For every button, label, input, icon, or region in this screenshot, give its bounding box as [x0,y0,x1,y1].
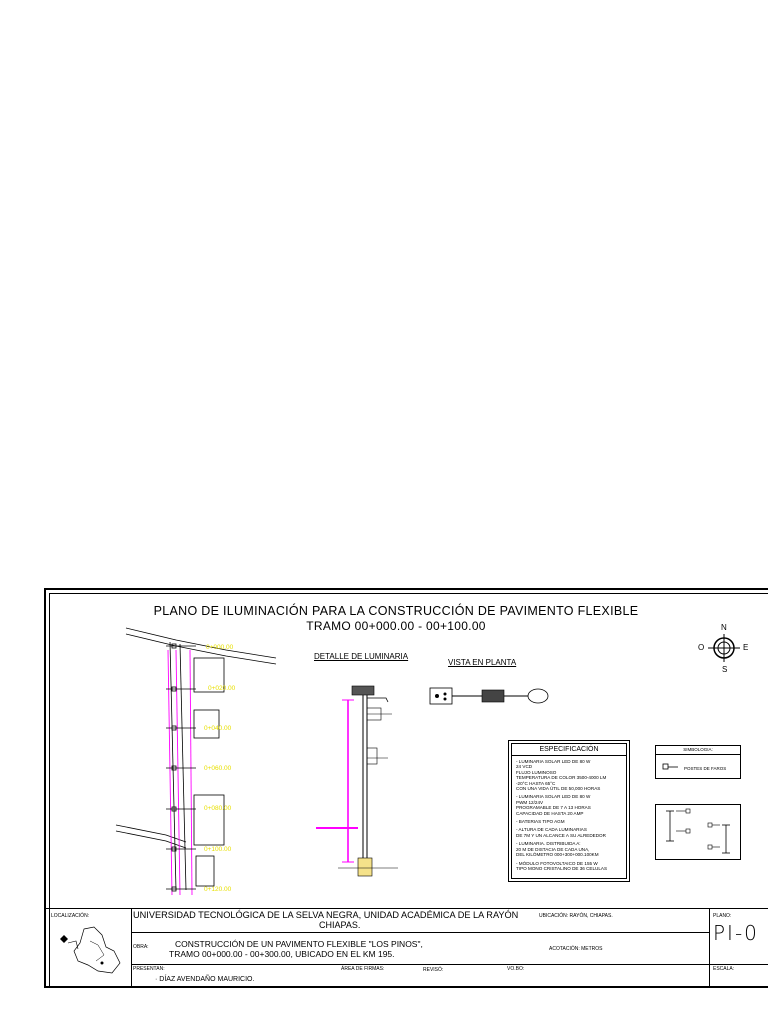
station-label: 0+040.00 [204,725,232,732]
compass-east: E [743,643,749,652]
location-text: UBICACIÓN: RAYÓN, CHIAPAS. [539,913,613,919]
plan-view-label: VISTA EN PLANTA [448,658,517,667]
station-label: 0+000.00 [206,644,234,651]
plan-label: PLANO: [713,913,732,919]
spec-item: - LUMINARIA. DISTRIBUIDA A: 20 M DE DISTACIA DE CADA UNA, DEL KILÓMETRO 000+300+000.100KM [516,841,599,858]
project-info-cell [131,909,710,988]
plan-title: PLANO DE ILUMINACIÓN PARA LA CONSTRUCCIÓN DE PAVIMENTO FLEXIBLE [153,604,639,618]
plan-subtitle: TRAMO 00+000.00 - 00+100.00 [306,619,486,633]
pole-symbol-icon [662,762,680,772]
luminaire-detail-drawing [308,680,418,880]
spec-item: - MÓDULO FOTOVOLTAICO DE 155 W TIPO MONO CRISTALINO DE 36 CELULAS [516,860,608,871]
station-label: 0+020.00 [208,685,236,692]
units-text: ACOTACIÓN: METROS [549,946,603,952]
institution-name: UNIVERSIDAD TECNOLÓGICA DE LA SELVA NEGRA, UNIDAD ACADÉMICA DE LA RAYÓN [133,910,519,920]
layout-diagram [655,804,741,860]
station-label: 0+060.00 [204,765,232,772]
scale-label: ESCALA: [713,966,735,972]
presenter-name: · DÍAZ AVENDAÑO MAURICIO. [155,976,255,983]
detail-label: DETALLE DE LUMINARIA [314,652,409,661]
specification-title: ESPECIFICACIÓN [512,744,626,756]
road-plan-drawing [106,620,306,900]
symbology-item: POSTES DE FAROS [684,766,727,771]
title-block [46,908,768,988]
location-cell [46,909,132,988]
drawing-sheet [44,588,768,988]
spec-item: - LUMINARIA SOLAR LED DE 80 W 24 VCD FLUJO LUMINOSO TEMPERATURA DE COLOR 3500-4000 LM -20°C HASTA 65°C CON UNA VIDA ÚTIL DE 50,000 HORAS [516,759,607,792]
institution-state: CHIAPAS. [319,920,361,930]
spec-item: - ALTURA DE CADA LUMINARIAS DE 7M Y UN ALCANCE A SU ALREDEDOR [516,827,606,838]
station-label: 0+080.00 [204,805,232,812]
obra-line-1: CONSTRUCCIÓN DE UN PAVIMENTO FLEXIBLE "LOS PINOS", [175,939,423,949]
location-map [54,921,128,977]
spec-item: - LUMINARIA SOLAR LED DE 80 W PWM 12/24V PROGRAMABLE DE 7 A 13 HORAS CAPACIDAD DE HASTA 20 AMP [516,794,591,816]
plan-view-drawing [428,684,558,712]
obra-label: OBRA: [133,944,149,950]
symbology-box [655,745,741,779]
compass-west: O [698,643,705,652]
reviewed-label: REVISÓ: [423,967,444,973]
compass-north: N [721,623,727,632]
symbology-title: SIMBOLOGIA: [656,746,740,755]
signatures-label: ÁREA DE FIRMAS: [341,966,385,972]
presenters-label: PRESENTAN: [133,966,165,972]
plan-number-cell [709,909,768,988]
station-label: 0+100.00 [204,846,232,853]
spec-item: - BATERIAS TIPO AGM [516,819,565,825]
compass-south: S [722,665,728,674]
plan-code: PI-0 [713,921,759,945]
station-label: 0+120.00 [204,886,232,893]
obra-line-2: TRAMO 00+000.00 - 00+300.00, UBICADO EN EL KM 195. [169,949,395,959]
approval-label: VO.BO: [507,966,525,972]
location-label: LOCALIZACIÓN: [51,913,90,919]
specification-table [508,740,630,882]
